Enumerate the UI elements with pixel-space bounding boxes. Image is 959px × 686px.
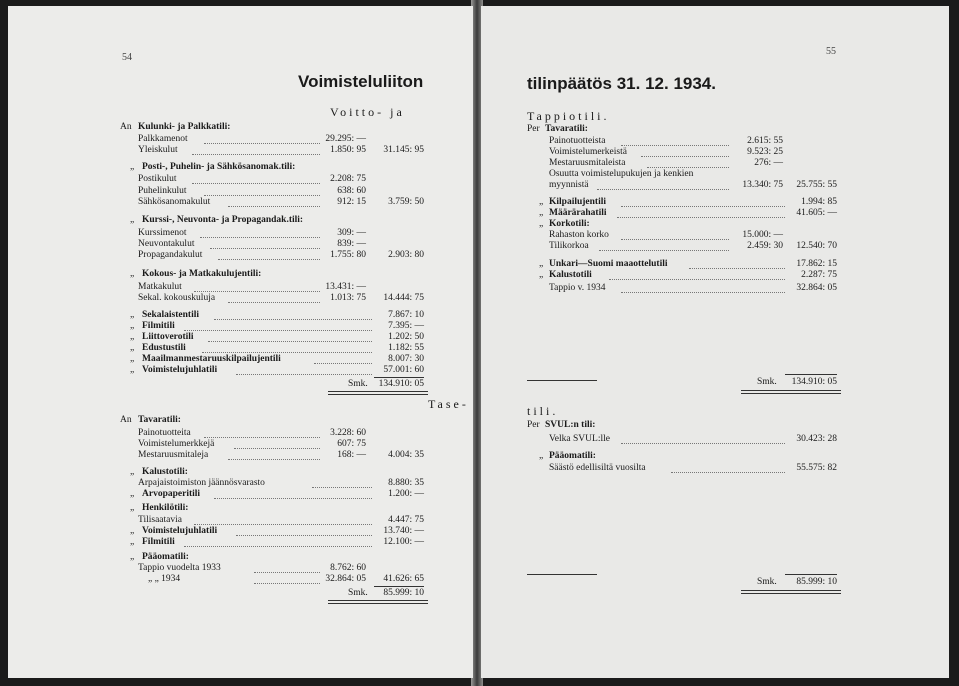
row-value: 13.431: — <box>325 282 366 292</box>
row-label: „ „ 1934 <box>148 574 181 584</box>
row-total: 8.007: 30 <box>388 354 424 364</box>
leader-dots <box>210 247 320 249</box>
leader-dots <box>599 249 729 251</box>
row-total: 30.423: 28 <box>796 434 837 444</box>
page-title: Voimisteluliiton <box>298 72 424 91</box>
row-label: Voimistelumerkeistä <box>549 147 627 157</box>
row-value: 309: — <box>337 228 366 238</box>
row-label: Mestaruusmitaleja <box>138 450 209 460</box>
row-value: 607: 75 <box>337 439 366 449</box>
row-label: Tappio v. 1934 <box>549 283 606 293</box>
row-total: 2.287: 75 <box>801 270 837 280</box>
row-total: 1.182: 55 <box>388 343 424 353</box>
row-label: Unkari—Suomi maaottelutili <box>549 259 668 269</box>
row-label: Painotuotteita <box>138 428 191 438</box>
leader-dots <box>184 329 372 331</box>
kulunki-header: Kulunki- ja Palkkatili: <box>138 122 231 132</box>
tavaratili-header: Tavaratili: <box>138 415 181 425</box>
sum-rule <box>374 377 424 378</box>
paaoma-header: Pääomatili: <box>142 552 189 562</box>
leader-dots <box>617 216 785 218</box>
leader-dots <box>194 523 372 525</box>
row-value: 15.000: — <box>742 230 783 240</box>
row-label: Filmitili <box>142 537 175 547</box>
row-label: Sekalaistentili <box>142 310 200 320</box>
row-total: 31.145: 95 <box>383 145 424 155</box>
row-total: 7.395: — <box>388 321 424 331</box>
leader-dots <box>689 267 785 269</box>
double-rule <box>741 590 841 594</box>
row-total: 8.880: 35 <box>388 478 424 488</box>
section-heading: Voitto- ja <box>330 105 405 119</box>
row-label: Liittoverotili <box>142 332 194 342</box>
tavaratili-header: Tavaratili: <box>545 124 588 134</box>
leader-dots <box>192 182 320 184</box>
right-page: 55 tilinpäätös 31. 12. 1934. Tappiotili. Per Tavaratili: Painotuotteista 2.615: 55 Voimistelumerkeistä 9.523: 25 Mestaruusmitaleista 276: — Osuutta voimistelupukujen ja kenkien myynnistä 13.340: 75 25.755: 55 „ Kilpailujentili 1.994: 85 „ Määrärahatili 41.605: — „ Korkotili: Rahaston korko 15.000: — Tilikorkoa 2.459: 30 12.540: 70 „ Unkari—Suomi maaottelutili 17.862: 15 „ Kalustotili 2.287: 75 Tappio v. 1934 32.864: 05 Smk. 134.910: 05 tili. Per SVUL:n tili: Velka SVUL:lle 30.423: 28 „ Pääomatili: Säästö edellisiltä vuosilta 55.575: 82 Smk. 85.999: 10 <box>481 6 949 678</box>
leader-dots <box>609 278 785 280</box>
row-label: Puhelinkulut <box>138 186 187 196</box>
leader-dots <box>621 238 729 240</box>
leader-dots <box>214 318 372 320</box>
posti-header: Posti-, Puhelin- ja Sähkösanomak.tili: <box>142 162 296 172</box>
row-label: Propagandakulut <box>138 250 203 260</box>
prefix-per: Per <box>527 420 540 430</box>
row-label: Sähkösanomakulut <box>138 197 211 207</box>
row-total: 12.100: — <box>383 537 424 547</box>
grand-total: 85.999: 10 <box>796 577 837 587</box>
row-total: 55.575: 82 <box>796 463 837 473</box>
leader-dots <box>236 534 372 536</box>
leader-dots <box>200 236 320 238</box>
row-total: 1.994: 85 <box>801 197 837 207</box>
row-total: 3.759: 50 <box>388 197 424 207</box>
leader-dots <box>228 458 320 460</box>
row-total: 13.740: — <box>383 526 424 536</box>
row-value: 13.340: 75 <box>742 180 783 190</box>
paaoma-header: Pääomatili: <box>549 451 596 461</box>
row-total: 41.626: 65 <box>383 574 424 584</box>
leader-dots <box>671 471 785 473</box>
leader-dots <box>236 373 372 375</box>
row-value: 638: 60 <box>337 186 366 196</box>
row-label: Arpajaistoimiston jäännösvarasto <box>138 478 265 488</box>
row-total: 7.867: 10 <box>388 310 424 320</box>
prefix-an: An <box>120 122 132 132</box>
double-rule <box>328 600 428 604</box>
sum-rule <box>527 380 597 381</box>
row-label: Kilpailujentili <box>549 197 607 207</box>
row-total: 14.444: 75 <box>383 293 424 303</box>
leader-dots <box>621 291 785 293</box>
row-value: 1.013: 75 <box>330 293 366 303</box>
row-total: 2.903: 80 <box>388 250 424 260</box>
henkilo-header: Henkilötili: <box>142 503 189 513</box>
double-rule <box>328 391 428 395</box>
kokous-header: Kokous- ja Matkakulujentili: <box>142 269 262 279</box>
leader-dots <box>621 144 729 146</box>
double-rule <box>741 390 841 394</box>
leader-dots <box>204 436 320 438</box>
korko-header: Korkotili: <box>549 219 590 229</box>
row-total: 4.004: 35 <box>388 450 424 460</box>
leader-dots <box>218 258 320 260</box>
leader-dots <box>621 205 785 207</box>
leader-dots <box>194 290 320 292</box>
leader-dots <box>208 340 372 342</box>
leader-dots <box>228 205 320 207</box>
prefix-an: An <box>120 415 132 425</box>
row-value: 2.615: 55 <box>747 136 783 146</box>
smk-label: Smk. <box>348 588 368 598</box>
grand-total: 85.999: 10 <box>383 588 424 598</box>
row-value: 1.755: 80 <box>330 250 366 260</box>
page-number: 54 <box>122 52 132 63</box>
sum-rule <box>785 374 837 375</box>
row-label: Matkakulut <box>138 282 182 292</box>
row-total: 12.540: 70 <box>796 241 837 251</box>
row-label: Tappio vuodelta 1933 <box>138 563 221 573</box>
row-label: Rahaston korko <box>549 230 609 240</box>
row-label: Säästö edellisiltä vuosilta <box>549 463 646 473</box>
row-value: 276: — <box>754 158 783 168</box>
row-label: Tilisaatavia <box>138 515 182 525</box>
row-total: 1.202: 50 <box>388 332 424 342</box>
row-label: Kurssimenot <box>138 228 187 238</box>
row-label: Mestaruusmitaleista <box>549 158 626 168</box>
kurssi-header: Kurssi-, Neuvonta- ja Propagandak.tili: <box>142 215 304 225</box>
section-heading: Tappiotili. <box>527 109 610 123</box>
row-value: 2.459: 30 <box>747 241 783 251</box>
row-value: 8.762: 60 <box>330 563 366 573</box>
leader-dots <box>204 142 320 144</box>
row-value: 9.523: 25 <box>747 147 783 157</box>
row-value: 2.208: 75 <box>330 174 366 184</box>
row-value: 1.850: 95 <box>330 145 366 155</box>
leader-dots <box>202 351 372 353</box>
row-total: 17.862: 15 <box>796 259 837 269</box>
leader-dots <box>647 166 729 168</box>
row-value: 839: — <box>337 239 366 249</box>
row-total: 32.864: 05 <box>796 283 837 293</box>
row-total: 25.755: 55 <box>796 180 837 190</box>
row-label: Velka SVUL:lle <box>549 434 610 444</box>
svul-header: SVUL:n tili: <box>545 420 596 430</box>
leader-dots <box>204 194 320 196</box>
leader-dots <box>214 497 372 499</box>
row-total: 41.605: — <box>796 208 837 218</box>
leader-dots <box>641 155 729 157</box>
row-label: Filmitili <box>142 321 175 331</box>
section2-heading: tili. <box>527 404 559 418</box>
row-label: Voimistelujuhlatili <box>142 365 218 375</box>
page-number: 55 <box>826 46 836 57</box>
row-label: myynnistä <box>549 180 589 190</box>
row-label: Tilikorkoa <box>549 241 589 251</box>
leader-dots <box>228 301 320 303</box>
row-label: Sekal. kokouskuluja <box>138 293 216 303</box>
row-label: Painotuotteista <box>549 136 606 146</box>
row-total: 57.001: 60 <box>383 365 424 375</box>
row-label: Edustustili <box>142 343 186 353</box>
row-value: 32.864: 05 <box>325 574 366 584</box>
left-page: 54 Voimisteluliiton Voitto- ja An Kulunki- ja Palkkatili: Palkkamenot 29.295: — Yleiskulut 1.850: 95 31.145: 95 „ Posti-, Puhelin- ja Sähkösanomak.tili: Postikulut 2.208: 75 Puhelinkulut 638: 60 Sähkösanomakulut 912: 15 3.759: 50 „ Kurssi-, Neuvonta- ja Propagandak.tili: Kurssimenot 309: — Neuvontakulut 839: — Propagandakulut 1.755: 80 2.903: 80 „ Kokous- ja Matkakulujentili: Matkakulut 13.431: — Sekal. kokouskuluja 1.013: 75 14.444: 75 „ Sekalaistentili 7.867: 10 „ Filmitili 7.395: — „ Liittoverotili 1.202: 50 „ Edustustili 1.182: 55 „ Maailmanmestaruuskilpailujentili 8.007: 30 „ Voimistelujuhlatili 57.001: 60 Smk. 134.910: 05 Tase- An Tavaratili: Painotuotteita 3.228: 60 Voimistelumerkkejä 607: 75 Mestaruusmitaleja 168: — 4.004: 35 „ Kalustotili: Arpajaistoimiston jäännösvarasto 8.880: 35 „ Arvopaperitili 1.200: — „ Henkilötili: Tilisaatavia 4.447: 75 „ Voimistelujuhlatili 13.740: — „ Filmitili 12.100: — „ Pääomatili: Tappio vuodelta 1933 8.762: 60 „ „ 1934 32.864: 05 41.626: 65 Smk. 85.999: 10 <box>8 6 473 678</box>
prefix-per: Per <box>527 124 540 134</box>
row-label: Yleiskulut <box>138 145 178 155</box>
kalusto-header: Kalustotili: <box>142 467 188 477</box>
row-label: Voimistelujuhlatili <box>142 526 218 536</box>
row-label: Arvopaperitili <box>142 489 201 499</box>
smk-label: Smk. <box>348 379 368 389</box>
leader-dots <box>621 442 785 444</box>
row-total: 1.200: — <box>388 489 424 499</box>
sum-rule <box>527 574 597 575</box>
row-label: Määrärahatili <box>549 208 607 218</box>
row-label: Maailmanmestaruuskilpailujentili <box>142 354 281 364</box>
row-value: 29.295: — <box>325 134 366 144</box>
leader-dots <box>312 486 372 488</box>
page-title: tilinpäätös 31. 12. 1934. <box>527 74 716 93</box>
row-value: 168: — <box>337 450 366 460</box>
row-label: Voimistelumerkkejä <box>138 439 215 449</box>
grand-total: 134.910: 05 <box>791 377 837 387</box>
row-label: Neuvontakulut <box>138 239 195 249</box>
grand-total: 134.910: 05 <box>378 379 424 389</box>
row-label: Kalustotili <box>549 270 592 280</box>
smk-label: Smk. <box>757 577 777 587</box>
smk-label: Smk. <box>757 377 777 387</box>
row-label: Osuutta voimistelupukujen ja kenkien <box>549 169 694 179</box>
row-label: Postikulut <box>138 174 177 184</box>
row-total: 4.447: 75 <box>388 515 424 525</box>
sum-rule <box>785 574 837 575</box>
section2-heading: Tase- <box>428 397 469 411</box>
sum-rule <box>374 586 424 587</box>
row-value: 3.228: 60 <box>330 428 366 438</box>
leader-dots <box>314 362 372 364</box>
leader-dots <box>184 545 372 547</box>
leader-dots <box>597 188 729 190</box>
leader-dots <box>192 153 320 155</box>
row-value: 912: 15 <box>337 197 366 207</box>
row-label: Palkkamenot <box>138 134 188 144</box>
